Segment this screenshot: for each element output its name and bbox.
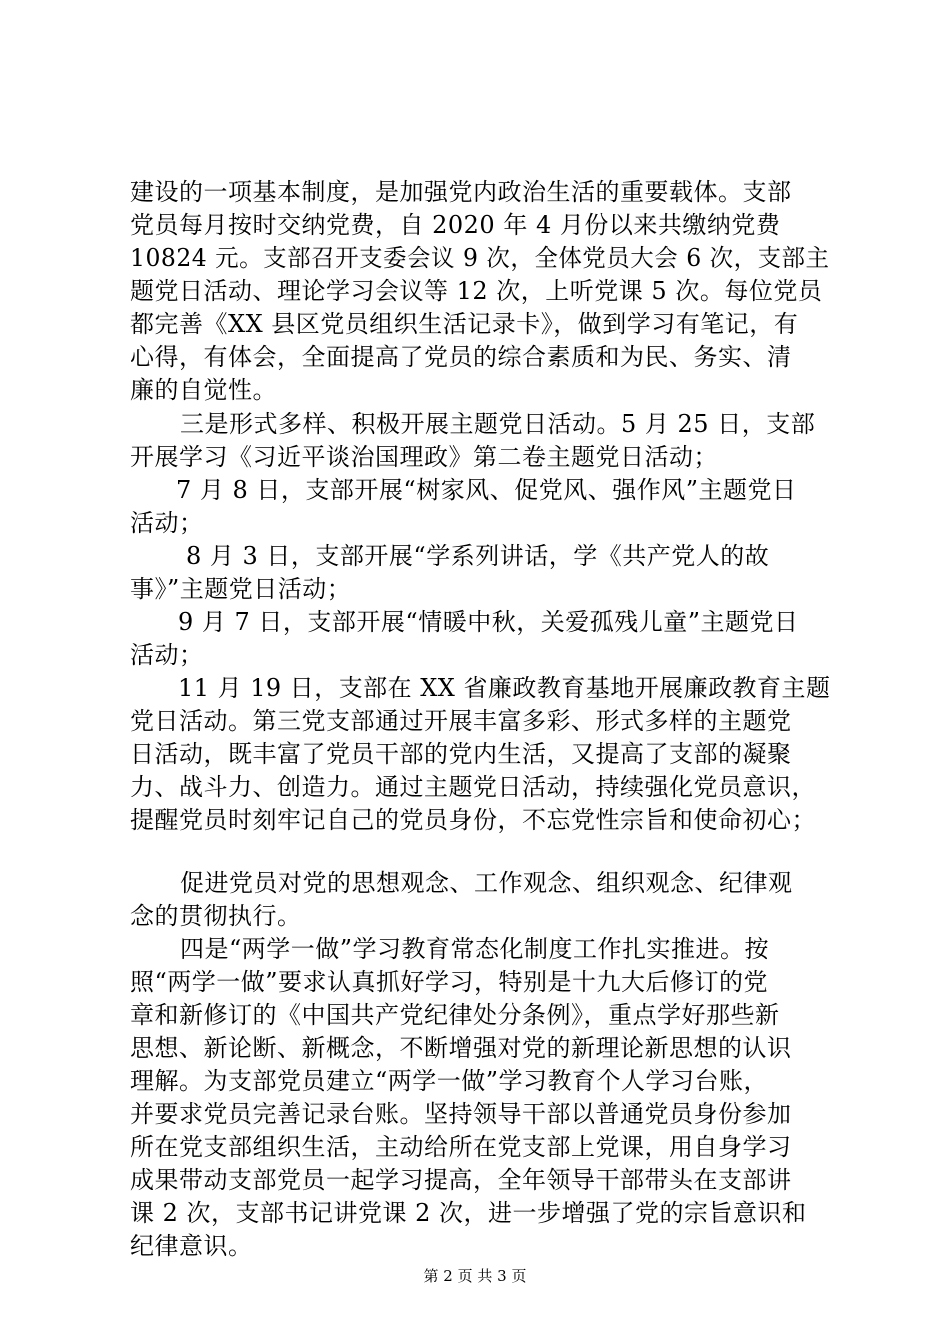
paragraph-line: 建设的一项基本制度，是加强党内政治生活的重要载体。支部 [130, 178, 792, 206]
paragraph-line: 并要求党员完善记录台账。坚持领导干部以普通党员身份参加 [130, 1100, 792, 1128]
paragraph-line: 都完善《XX 县区党员组织生活记录卡》，做到学习有笔记，有 [130, 310, 799, 338]
paragraph-line: 9 月 7 日，支部开展“情暖中秋，关爱孤残儿童”主题党日 [178, 608, 799, 636]
paragraph-line: 事》”主题党日活动； [130, 575, 352, 603]
page-number-footer: 第 2 页 共 3 页 [423, 1267, 527, 1285]
paragraph-line: 念的贯彻执行。 [130, 902, 302, 930]
paragraph-line: 活动； [130, 509, 204, 537]
paragraph-line: 开展学习《习近平谈治国理政》第二卷主题党日活动； [130, 443, 718, 471]
paragraph-line: 7 月 8 日，支部开展“树家风、促党风、强作风”主题党日 [176, 476, 797, 504]
paragraph-line: 提醒党员时刻牢记自己的党员身份，不忘党性宗旨和使命初心； [130, 806, 816, 834]
paragraph-line: 照“两学一做”要求认真抓好学习，特别是十九大后修订的党 [130, 968, 769, 996]
paragraph-line: 理解。为支部党员建立“两学一做”学习教育个人学习台账， [130, 1067, 769, 1095]
paragraph-line: 促进党员对党的思想观念、工作观念、组织观念、纪律观 [180, 869, 793, 897]
paragraph-line: 纪律意识。 [130, 1232, 253, 1260]
paragraph-line: 四是“两学一做”学习教育常态化制度工作扎实推进。按 [180, 935, 770, 963]
paragraph-line: 日活动，既丰富了党员干部的党内生活，又提高了支部的凝聚 [130, 740, 792, 768]
paragraph-line: 题党日活动、理论学习会议等 12 次，上听党课 5 次。每位党员 [130, 277, 823, 305]
paragraph-line: 三是形式多样、积极开展主题党日活动。5 月 25 日，支部 [180, 410, 816, 438]
paragraph-line: 力、战斗力、创造力。通过主题党日活动，持续强化党员意识， [130, 773, 816, 801]
paragraph-line: 所在党支部组织生活，主动给所在党支部上党课，用自身学习 [130, 1133, 792, 1161]
paragraph-line: 活动； [130, 641, 204, 669]
paragraph-line: 8 月 3 日，支部开展“学系列讲话，学《共产党人的故 [186, 542, 770, 570]
paragraph-line: 思想、新论断、新概念，不断增强对党的新理论新思想的认识 [130, 1034, 792, 1062]
paragraph-line: 成果带动支部党员一起学习提高，全年领导干部带头在支部讲 [130, 1166, 792, 1194]
paragraph-line: 党员每月按时交纳党费，自 2020 年 4 月份以来共缴纳党费 [130, 211, 781, 239]
paragraph-line: 章和新修订的《中国共产党纪律处分条例》，重点学好那些新 [130, 1001, 780, 1029]
paragraph-line: 心得，有体会，全面提高了党员的综合素质和为民、务实、清 [130, 343, 792, 371]
paragraph-line: 廉的自觉性。 [130, 376, 277, 404]
paragraph-line: 课 2 次，支部书记讲党课 2 次，进一步增强了党的宗旨意识和 [130, 1199, 807, 1227]
paragraph-line: 11 月 19 日，支部在 XX 省廉政教育基地开展廉政教育主题 [178, 674, 831, 702]
paragraph-line: 党日活动。第三党支部通过开展丰富多彩、形式多样的主题党 [130, 707, 792, 735]
paragraph-line: 10824 元。支部召开支委会议 9 次，全体党员大会 6 次，支部主 [130, 244, 830, 272]
